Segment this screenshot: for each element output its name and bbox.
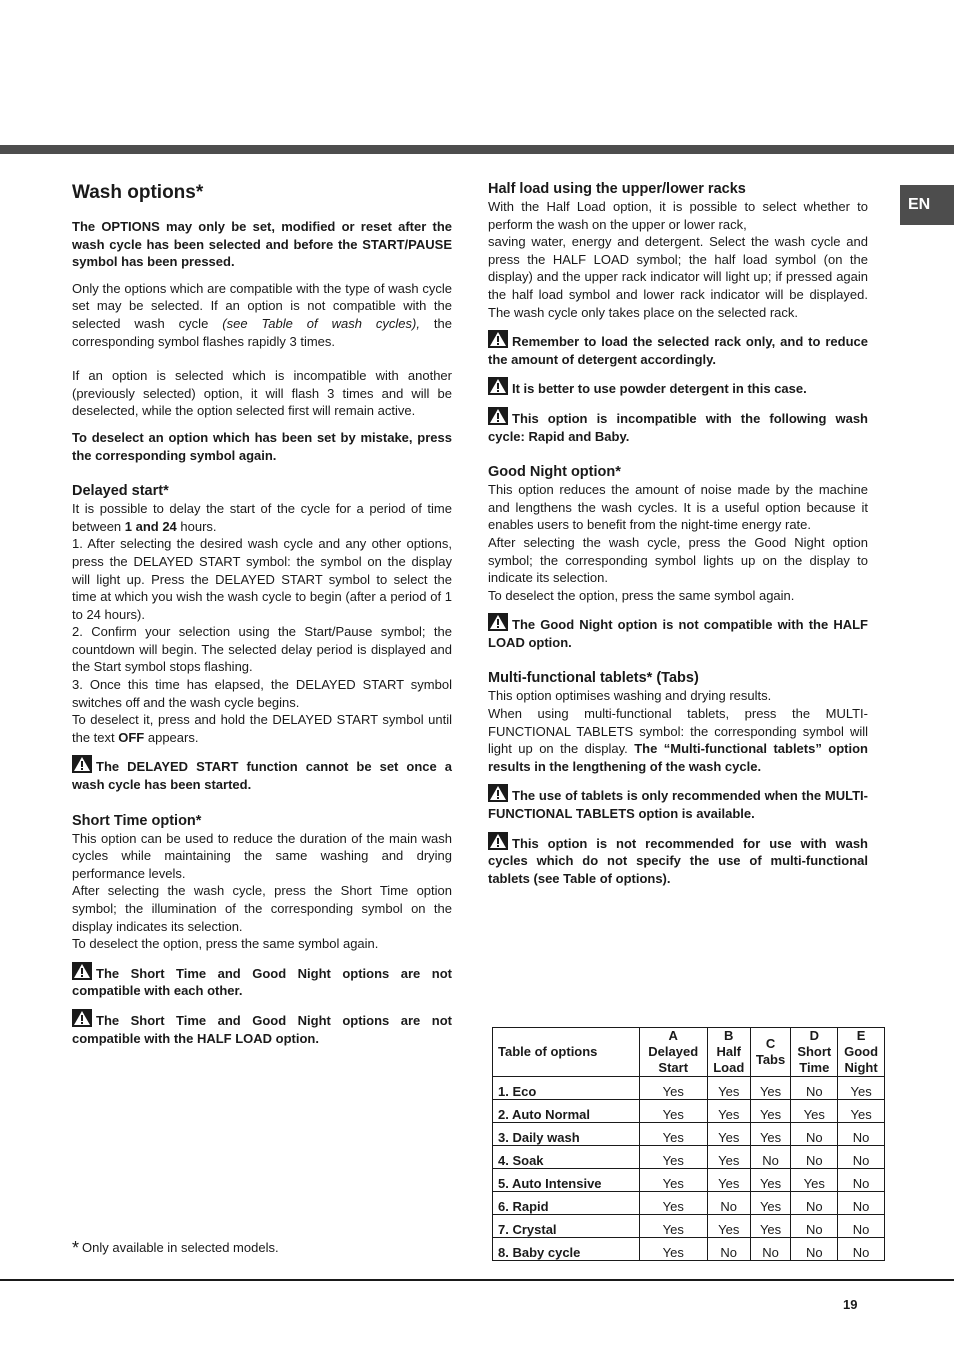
text-run: When using multi-functional tablets, press the MULTI-FUNCTIONAL TABLETS symbol: the corresponding symbol will light up on the display. [488, 706, 868, 757]
table-cell: Yes [639, 1100, 707, 1123]
column-label: Delayed [648, 1044, 699, 1059]
table-reference: (see Table of wash cycles), [222, 315, 420, 331]
table-cell: Yes [750, 1169, 791, 1192]
table-cell: Yes [639, 1215, 707, 1238]
text-run: It is better to use powder detergent in this case. [512, 381, 807, 397]
table-row [493, 1077, 885, 1100]
table-cell: Yes [707, 1100, 750, 1123]
table-cell: No [838, 1123, 885, 1146]
column-label: Good [844, 1044, 879, 1059]
text-run: The use of tablets is only recommended when the MULTI-FUNCTIONAL TABLETS option is available. [488, 788, 868, 822]
table-cell: No [838, 1169, 885, 1192]
tabs-p1: This option optimises washing and drying results. [488, 688, 772, 704]
half-load-p2: saving water, energy and detergent. Select the wash cycle and press the HALF LOAD symbol; the half load symbol (on the display) and the upper rack indicator will light up; if pressed again the half load symbol and lower rack indicator will be displayed. The wash cycle only takes place on the selected rack. [488, 234, 868, 320]
tabs-warning-1 [488, 784, 868, 822]
table-cell: Yes [750, 1077, 791, 1100]
top-bar [0, 145, 954, 154]
warning-icon [488, 407, 508, 425]
options-compat-paragraph [72, 280, 452, 350]
warning-icon [488, 613, 508, 631]
text-run: To deselect it, press and hold the DELAYED START symbol until the text [72, 712, 452, 745]
warning-icon [72, 755, 92, 773]
delayed-start-step-2: 2. Confirm your selection using the Start/Pause symbol; the countdown will begin. The selected delay period is displayed and the Start symbol stops flashing. [72, 624, 452, 675]
warning-icon [72, 962, 92, 980]
options-table [492, 1027, 885, 1261]
text-run: appears. [144, 729, 199, 745]
table-row [493, 1238, 885, 1261]
table-cell: Yes [750, 1100, 791, 1123]
table-cell: Yes [838, 1077, 885, 1100]
table-cell: Yes [707, 1146, 750, 1169]
table-cell: Yes [791, 1100, 838, 1123]
table-cell: No [750, 1146, 791, 1169]
column-header [639, 1028, 707, 1077]
tabs-p2 [488, 705, 868, 775]
delayed-start-intro [72, 500, 452, 535]
text-run: Remember to load the selected rack only, and to reduce the amount of detergent accordingly. [488, 334, 868, 367]
table-cell: Yes [639, 1146, 707, 1169]
column-letter: D [809, 1028, 819, 1043]
short-time-p2: After selecting the wash cycle, press the Short Time option symbol; the illumination of the corresponding symbol on the display indicates its selection. [72, 883, 452, 934]
intro-note: The OPTIONS may only be set, modified or reset after the wash cycle has been selected and before the START/PAUSE symbol has been pressed. [72, 219, 452, 270]
column-label: Night [844, 1060, 878, 1075]
language-tab [900, 185, 954, 225]
table-cell: Yes [838, 1100, 885, 1123]
column-header [707, 1028, 750, 1077]
table-cell: No [791, 1123, 838, 1146]
warning-icon [488, 784, 508, 802]
table-cell: Yes [639, 1123, 707, 1146]
cycle-name: 7. Crystal [493, 1215, 640, 1238]
column-label: Short [797, 1044, 832, 1059]
text-run: 1 and 24 [124, 518, 177, 534]
table-cell: No [791, 1146, 838, 1169]
right-column [488, 180, 868, 887]
delayed-start-heading: Delayed start* [72, 483, 169, 500]
column-header [791, 1028, 838, 1077]
page-number: 19 [843, 1297, 858, 1312]
table-cell: No [707, 1238, 750, 1261]
column-letter: C [765, 1036, 776, 1051]
footnote-text: Only available in selected models. [82, 1240, 279, 1255]
cycle-name: 2. Auto Normal [493, 1100, 640, 1123]
tabs-warning-2 [488, 832, 868, 888]
page-title: Wash options* [72, 182, 204, 203]
half-load-warning-3 [488, 407, 868, 445]
short-time-p3: To deselect the option, press the same symbol again. [72, 936, 379, 952]
good-night-warning [488, 613, 868, 651]
table-cell: Yes [750, 1192, 791, 1215]
text-run: The Short Time and Good Night options are not compatible with the HALF LOAD option. [72, 1012, 452, 1046]
column-header [750, 1028, 791, 1077]
table-cell: No [791, 1238, 838, 1261]
text-run: It is possible to delay the start of the cycle for a period of time between [72, 501, 452, 534]
short-time-warning-1 [72, 962, 452, 1000]
table-cell: Yes [707, 1123, 750, 1146]
footnote-star: * [72, 1238, 80, 1258]
column-label: Tabs [755, 1052, 786, 1067]
half-load-warning-1 [488, 330, 868, 368]
cycle-name: 4. Soak [493, 1146, 640, 1169]
column-label: Start [658, 1060, 689, 1075]
text-run: the corresponding symbol flashes rapidly 3 times. [72, 315, 452, 349]
column-label: Load [713, 1060, 745, 1075]
table-corner-label: Table of options [493, 1028, 640, 1077]
tabs-heading: Multi-functional tablets* (Tabs) [488, 670, 699, 687]
good-night-p3: To deselect the option, press the same symbol again. [488, 587, 795, 603]
text-run: OFF [118, 729, 145, 745]
half-load-warning-2 [488, 377, 868, 398]
table-cell: Yes [707, 1169, 750, 1192]
half-load-heading: Half load using the upper/lower racks [488, 181, 746, 197]
text-run: This option is incompatible with the following wash cycle: Rapid and Baby. [488, 410, 868, 444]
delayed-start-warning [72, 755, 452, 793]
warning-icon [72, 1009, 92, 1027]
warning-icon [488, 330, 508, 348]
short-time-warning-2 [72, 1009, 452, 1047]
short-time-heading: Short Time option* [72, 812, 202, 829]
table-header-row [493, 1028, 885, 1077]
table-cell: No [838, 1146, 885, 1169]
text-run: The DELAYED START function cannot be set once a wash cycle has been started. [72, 759, 452, 793]
table-row [493, 1192, 885, 1215]
text-run: This option is not recommended for use with wash cycles which do not specify the use of multi-functional tablets (see Table of options). [488, 835, 868, 886]
column-letter: E [856, 1028, 866, 1043]
delayed-start-step-3: 3. Once this time has elapsed, the DELAYED START symbol switches off and the wash cycle begins. [72, 677, 452, 710]
table-cell: No [838, 1215, 885, 1238]
footnote [72, 1238, 279, 1259]
warning-icon [488, 832, 508, 850]
table-cell: No [707, 1192, 750, 1215]
table-cell: Yes [750, 1123, 791, 1146]
table-cell: Yes [750, 1215, 791, 1238]
table-cell: No [791, 1077, 838, 1100]
column-letter: A [668, 1028, 678, 1043]
short-time-p1: This option can be used to reduce the duration of the main wash cycles while maintaining the same washing and drying performance levels. [72, 830, 452, 881]
cycle-name: 8. Baby cycle [493, 1238, 640, 1261]
table-cell: Yes [639, 1077, 707, 1100]
good-night-heading: Good Night option* [488, 464, 621, 481]
table-cell: No [791, 1215, 838, 1238]
delayed-start-deselect [72, 711, 452, 746]
table-row [493, 1215, 885, 1238]
table-cell: No [791, 1192, 838, 1215]
left-column [72, 180, 452, 1047]
table-cell: Yes [707, 1215, 750, 1238]
table-cell: No [750, 1238, 791, 1261]
cycle-name: 6. Rapid [493, 1192, 640, 1215]
text-run: hours. [176, 518, 217, 534]
language-label: EN [908, 196, 931, 213]
warning-icon [488, 377, 508, 395]
text-run: Only the options which are compatible with the type of wash cycle set may be selected. If an option is not compatible with the selected wash cycle [72, 280, 452, 331]
column-header [838, 1028, 885, 1077]
table-cell: Yes [639, 1192, 707, 1215]
table-row [493, 1100, 885, 1123]
deselect-note: To deselect an option which has been set by mistake, press the corresponding symbol again. [72, 429, 452, 463]
table-cell: Yes [791, 1169, 838, 1192]
table-row [493, 1169, 885, 1192]
good-night-p2: After selecting the wash cycle, press the Good Night option symbol; the corresponding symbol lights up on the display to indicate its selection. [488, 534, 868, 586]
cycle-name: 3. Daily wash [493, 1123, 640, 1146]
column-label: Time [799, 1060, 830, 1075]
table-row [493, 1123, 885, 1146]
table-row [493, 1146, 885, 1169]
bottom-rule [0, 1279, 954, 1281]
delayed-start-step-1: 1. After selecting the desired wash cycle and any other options, press the DELAYED START symbol: the symbol on the display will light up. Press the DELAYED START symbol to select the time at which you wish the wash cycle to begin (after a period of 1 to 24 hours). [72, 536, 452, 622]
text-run: The “Multi-functional tablets” option results in the lengthening of the wash cycle. [488, 741, 868, 774]
table-cell: Yes [707, 1077, 750, 1100]
incompatible-paragraph: If an option is selected which is incompatible with another (previously selected) option, it will flash 3 times and will be deselected, while the option selected first will remain active. [72, 368, 452, 419]
good-night-p1: This option reduces the amount of noise made by the machine and lengthens the wash cycles. It is a useful option because it enables users to benefit from the night-time energy rate. [488, 482, 868, 533]
table-cell: No [838, 1238, 885, 1261]
half-load-p1: With the Half Load option, it is possible to select whether to perform the wash on the upper or lower rack, [488, 199, 868, 232]
text-run: The Good Night option is not compatible with the HALF LOAD option. [488, 617, 868, 650]
text-run: The Short Time and Good Night options are not compatible with each other. [72, 965, 452, 999]
table-cell: Yes [639, 1238, 707, 1261]
column-letter: B [724, 1028, 734, 1043]
cycle-name: 1. Eco [493, 1077, 640, 1100]
table-cell: No [838, 1192, 885, 1215]
column-label: Half [716, 1044, 742, 1059]
cycle-name: 5. Auto Intensive [493, 1169, 640, 1192]
table-cell: Yes [639, 1169, 707, 1192]
